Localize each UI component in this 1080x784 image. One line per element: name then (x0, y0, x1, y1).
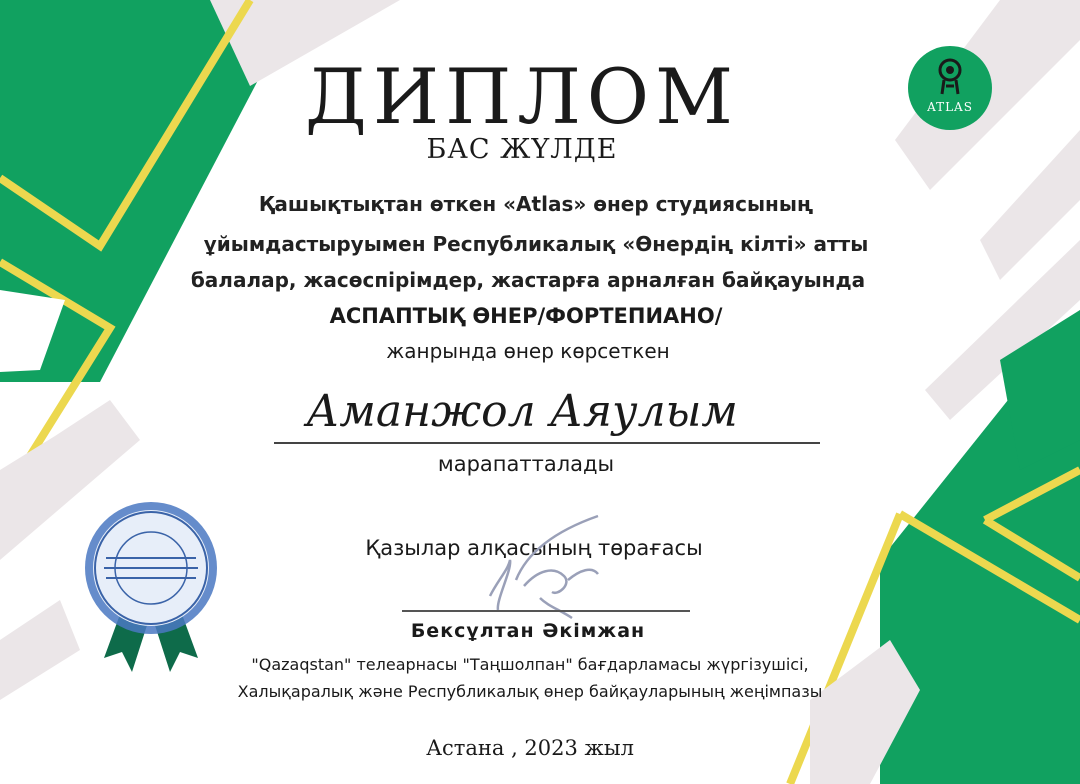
body-line-2: ұйымдастыруымен Республикалық «Өнердің кілті» атты (203, 232, 869, 256)
place-year: Астана , 2023 жыл (426, 736, 634, 760)
signature (468, 510, 618, 620)
chair-description-1: "Qazaqstan" телеарнасы "Таңшолпан" бағдарламасы жүргізушісі, (251, 655, 809, 674)
name-underline (274, 442, 820, 444)
awarded-text: марапатталады (437, 452, 615, 476)
chair-title: Қазылар алқасының төрағасы (365, 536, 703, 560)
logo-text: ATLAS (927, 100, 973, 114)
genre-text: жанрында өнер көрсеткен (386, 339, 670, 363)
category-text: АСПАПТЫҚ ӨНЕР/ФОРТЕПИАНО/ (329, 304, 723, 328)
diploma-subtitle: БАС ЖҮЛДЕ (426, 134, 618, 165)
recipient-name: Аманжол Аяулым (306, 386, 738, 437)
chair-name: Бексұлтан Әкімжан (410, 620, 646, 642)
body-line-3: балалар, жасөспірімдер, жастарға арналған байқауында (190, 268, 866, 292)
diploma-title: ДИПЛОМ (305, 52, 739, 141)
signature-line (402, 610, 690, 612)
chair-description-2: Халықаралық және Республикалық өнер байқауларының жеңімпазы (237, 682, 823, 701)
stamp-seal-icon (76, 498, 226, 688)
body-line-1: Қашықтықтан өткен «Atlas» өнер студиясының (258, 192, 814, 216)
